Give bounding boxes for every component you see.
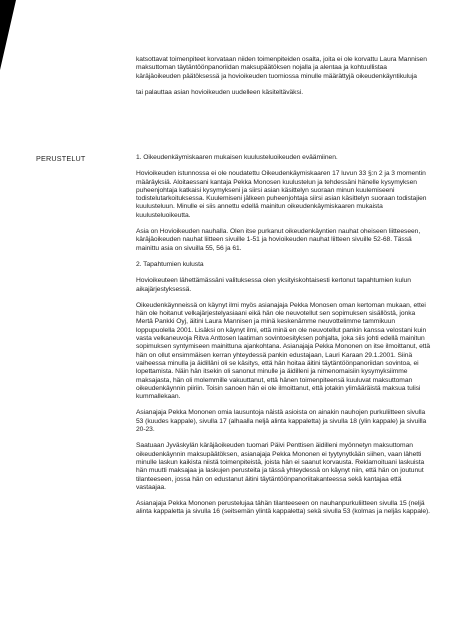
scan-corner-mark: [0, 0, 16, 70]
heading-kuulusteluoikeus: 1. Oikeudenkäymiskaaren mukaisen kuulusteluoikeuden eväämiinen.: [136, 154, 338, 161]
paragraph-nauhat: Asia on Hovioikeuden nauhalla. Olen itse purkanut oikeudenkäyntien nauhat oheiseen liitteeseen, käräjäoikeuden nauhat liitteen sivuille 1-51 ja hovioikeuden nauhat liitteen sivuille 52-68. Tässä mainittu asia on sivuilla 55, 56 ja 61.: [136, 228, 421, 252]
paragraph-oikeudenkaynnit: Oikeudenkäynneissä on käynyt ilmi myös asianajaja Pekka Monosen oman kertoman mukaan, ettei hän ole hoitanut velkajärjestelyasiaani eikä hän ole neuvotellut sen sopimuksen sisällöstä, jonka Mertä Pankki Oyj, äitini Laura Mannisen ja minä keskenämme neuvottelimme tammikuun loppupuolella 2001. Lisäksi on käynyt ilmi, että minä en ole neuvotellut pankin kanssa velostani kuin vasta velkaneuvoja Ritva Anttosen laatiman sovintoesityksen pohjalta, joka siis johti edellä mainitun sopimuksen syntymiseen mainittuna ajankohtana. Asianajaja Pekka Mononen on itse ilmoittanut, että hän on ollut ensimmäisen kerran yhteydessä pankin edustajaan, Lauri Karaan 29.1.2001. Siinä vaiheessa minulla ja äidilläni oli se käsitys, että hän hoitaa äitini täytäntöönpanoriidan sovintoa, ei lopettamista. Näin hän itsekin oli sanonut minulle ja äidilleni ja nimenomaisiin kysymyksiimme maksajasta, hän oli molemmille vakuuttanut, että hänen toimenpiteensä kuuluvat maksuttoman oikeudenkäynnin piiriin. Toisin sanoen hän ei ole ilmoittanut, että jotakin ylimääräistä maksua tulisi kummallekaan.: [136, 301, 431, 401]
section-label-perustelut: PERUSTELUT: [36, 154, 86, 163]
paragraph-valitus: Hovioikeuteen lähettämässäni valituksessa olen yksityiskohtaisesti kertonut tapahtumien kulun aikajärjestyksessä.: [136, 277, 411, 293]
intro-section: [136, 56, 432, 105]
perustelut-section: [136, 154, 432, 525]
paragraph-perustelut: Asianajaja Pekka Mononen perustelujaa tähän tilanteeseen on nauhanpurkuliitteen sivulla 15 (neljä alinta kappaletta ja sivulla 16 (seitsemän ylintä kappaletta) sekä sivulla 53 (kolmas ja neljäs kappale).: [136, 500, 430, 516]
intro-paragraph: katsottavat toimenpiteet korvataan niiden toimenpiteiden osalta, joita ei ole korvattu Laura Mannisen maksuttoman täytäntöönpanoriidan maksupäätöksen nojalla ja alentaa ja kohtuullistaa käräjäoikeuden päätöksessä ja hovioikeuden tuomiossa minulle määrättyjä oikeudenkäyntikuluja: [136, 56, 427, 80]
heading-tapahtumien-kulusta: 2. Tapahtumien kulusta: [136, 260, 204, 268]
intro-paragraph-return: tai palauttaa asian hovioikeuden uudelleen käsiteltäväksi.: [136, 88, 304, 96]
paragraph-maksupaatos: Saatuaan Jyväskylän käräjäoikeuden tuomari Päivi Penttisen äidilleni myönnetyn maksuttoman oikeudenkäynnin maksupäätöksen, asianajaja Pekka Mononen ei tyytynytkään siihen, vaan lähetti minulle laskun kaikista niistä toimenpiteistä, joista hän ei saanut korvausta. Reklamoituani laskuista hän muutti maksajaa ja laskujen perusteita ja tässä yhteydessä on käynyt niin, että hän on joutunut tilanteeseen, jossa hän on edustanut äitini täytäntöönpanoriitakanteessa sekä kantajaa että vastaajaa.: [136, 442, 425, 491]
paragraph-hovioikeuden-istunto: Hovioikeuden istunnossa ei ole noudatettu Oikeudenkäymiskaaren 17 luvun 33 §:n 2 ja 3 momentin määräyksiä. Aloitaessani kantaja Pekka Monosen kuulustelun ja tehdessäni hänelle kysymyksen puheenjohtaja katkaisi kysymykseni ja siirsi asian käsittelyn suoraan minun kuulemiseeni todistelutarkoituksessa. Kuulemiseni jälkeen puheenjohtaja siirsi asian käsittelyn suoraan todistajien kuulusteluun. Minulle ei siis annettu edellä mainitun oikeudenkäymiskaaren mukaista kuulusteluoikeutta.: [136, 170, 427, 219]
paragraph-lausunnot: Asianajaja Pekka Mononen omia lausuntoja näistä asioista on ainakin nauhojen purkuliitteen sivulla 53 (kuudes kappale), sivulla 17 (alhaalla neljä alinta kappaletta) ja sivulla 18 (ylin kappale) ja sivuilla 20-23.: [136, 409, 427, 434]
